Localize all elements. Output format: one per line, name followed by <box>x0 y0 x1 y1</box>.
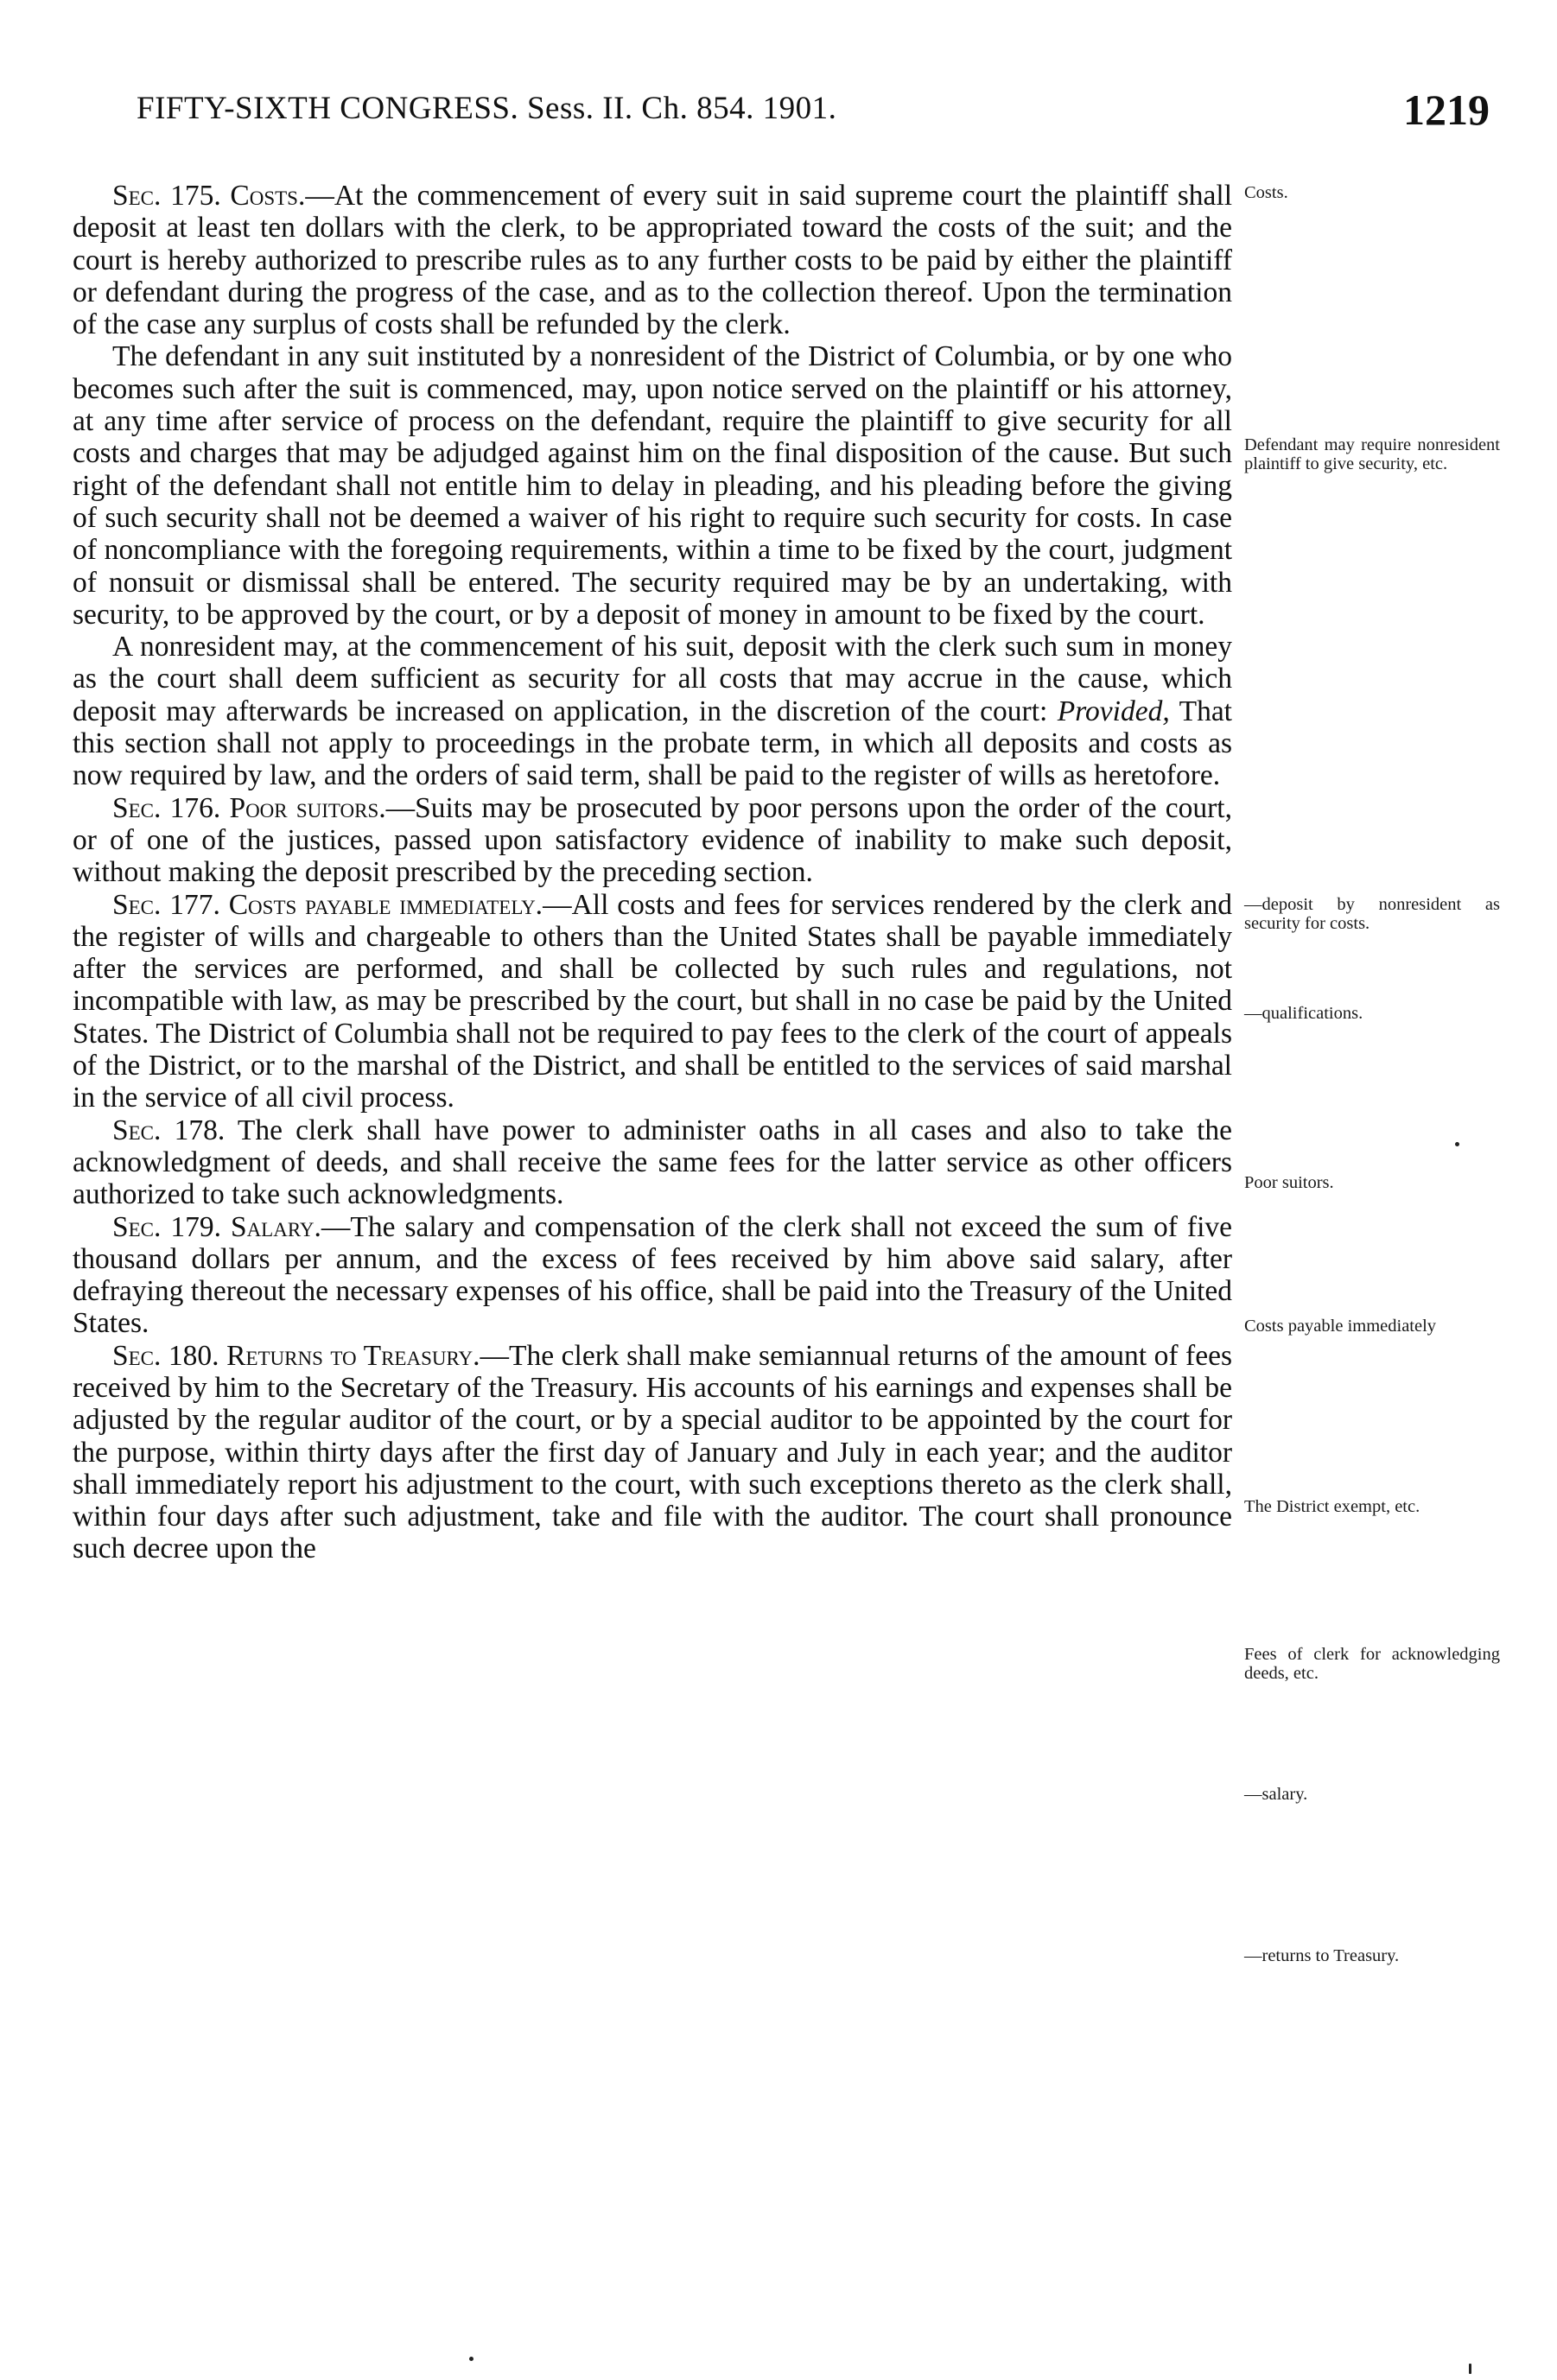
page-number: 1219 <box>1403 86 1490 134</box>
margin-note-district-exempt: The District exempt, etc. <box>1244 1497 1420 1516</box>
section-heading: Sec. 176. Poor suitors. <box>112 791 386 824</box>
section-text: The defendant in any suit instituted by a nonresident of the District of Columbia, or by one who becomes such after the suit is commenced, may, upon notice served on the plaintiff or his attorney, at any time after service of process on the defendant, require the plaintiff to give security for all costs and charges that may be adjudged against him on the final disposition of the cause. But such right of the defendant shall not entitle him to delay in pleading, and his pleading before the giving of such security shall not be deemed a waiver of his right to require such security for costs. In case of noncompliance with the foregoing requirements, within a time to be fixed by the court, judgment of nonsuit or dismissal shall be entered. The security required may be by an undertaking, with security, to be approved by the court, or by a deposit of money in amount to be fixed by the court. <box>73 340 1232 631</box>
page-header <box>137 86 1490 142</box>
section-text-continued: That this section shall not apply to proceedings in the probate term, in which all deposits and costs as now required by law, and the orders of said term, shall be paid to the register of wills as heretofore. <box>73 695 1232 792</box>
section-text: —All costs and fees for services rendered by the clerk and the register of wills and chargeable to others than the United States shall be payable immediately after the services are performed, and shall be collected by such rules and regulations, not incompatible with law, as may be prescribed by the court, but shall in no case be paid by the United States. The District of Columbia shall not be required to pay fees to the clerk of the court of appeals of the District, or to the marshal of the District, and shall be entitled to the services of said marshal in the service of all civil process. <box>73 888 1232 1114</box>
margin-note-salary: —salary. <box>1244 1785 1308 1804</box>
print-speck <box>1455 1142 1459 1146</box>
section-heading: Sec. 180. Returns to Treasury. <box>112 1339 480 1372</box>
section-text: —The salary and compensation of the clerk shall not exceed the sum of five thousand dollars per annum, and the excess of fees received by him above said salary, after defraying thereout the necessary expenses of his office, shall be paid into the Treasury of the United States. <box>73 1210 1232 1340</box>
section-text: The clerk shall have power to administer oaths in all cases and also to take the acknowledgment of deeds, and shall receive the same fees for the latter service as other officers authorized to take such acknowledgments. <box>73 1114 1232 1211</box>
section-text: A nonresident may, at the commencement of his suit, deposit with the clerk such sum in money as the court shall deem sufficient as security for all costs that may accrue in the cause, which deposit may afterwards be increased on application, in the discretion of the court: <box>73 631 1232 727</box>
section-178 <box>73 1114 1232 1211</box>
section-text: —At the commencement of every suit in said supreme court the plaintiff shall deposit at least ten dollars with the clerk, to be appropriated toward the costs of the suit; and the court is hereby authorized to prescribe rules as to any further costs to be paid by either the plaintiff or defendant during the progress of the case, and as to the collection thereof. Upon the termination of the case any surplus of costs shall be refunded by the clerk. <box>73 180 1233 341</box>
paragraph-defendant-security <box>73 340 1232 631</box>
section-text: —Suits may be prosecuted by poor persons upon the order of the court, or of one of the justices, passed upon satisfactory evidence of inability to make such deposit, without making the deposit prescribed by the preceding section. <box>73 791 1232 889</box>
section-180 <box>73 1340 1232 1565</box>
section-179 <box>73 1211 1232 1340</box>
print-speck <box>469 2357 473 2361</box>
section-heading: Sec. 175. Costs. <box>112 180 306 212</box>
section-heading: Sec. 177. Costs payable immediately. <box>112 888 543 921</box>
running-head: FIFTY-SIXTH CONGRESS. Sess. II. Ch. 854. 1901. <box>137 91 837 126</box>
paragraph-nonresident-deposit <box>73 631 1232 791</box>
section-heading: Sec. 178. <box>112 1114 226 1146</box>
body-text <box>73 180 1232 1565</box>
margin-note-qualifications: —qualifications. <box>1244 1004 1363 1023</box>
proviso-word: Provided, <box>1057 695 1170 727</box>
section-heading: Sec. 179. Salary. <box>112 1210 321 1243</box>
section-176 <box>73 792 1232 889</box>
margin-note-defendant-security: Defendant may require nonresident plaintiff to give security, etc. <box>1244 435 1500 473</box>
margin-note-returns: —returns to Treasury. <box>1244 1946 1400 1965</box>
margin-note-costs-payable: Costs payable immediately <box>1244 1317 1437 1336</box>
margin-note-costs: Costs. <box>1244 183 1288 202</box>
margin-note-poor-suitors: Poor suitors. <box>1244 1173 1334 1192</box>
section-text: —The clerk shall make semiannual returns of the amount of fees received by him to the Secretary of the Treasury. His accounts of his earnings and expenses shall be adjusted by the regular auditor of the court, or by a special auditor to be appointed by the court for the purpose, within thirty days after the first day of January and July in each year; and the auditor shall immediately report his adjustment to the court, with such exceptions thereto as the clerk shall, within four days after such adjustment, take and file with the auditor. The court shall pronounce such decree upon the <box>73 1339 1232 1565</box>
print-speck <box>1469 2364 1471 2374</box>
section-175 <box>73 180 1232 340</box>
margin-note-nonresident-deposit: —deposit by nonresident as security for costs. <box>1244 895 1500 933</box>
section-177 <box>73 889 1232 1114</box>
margin-note-clerk-fees: Fees of clerk for acknowledging deeds, etc. <box>1244 1645 1500 1683</box>
